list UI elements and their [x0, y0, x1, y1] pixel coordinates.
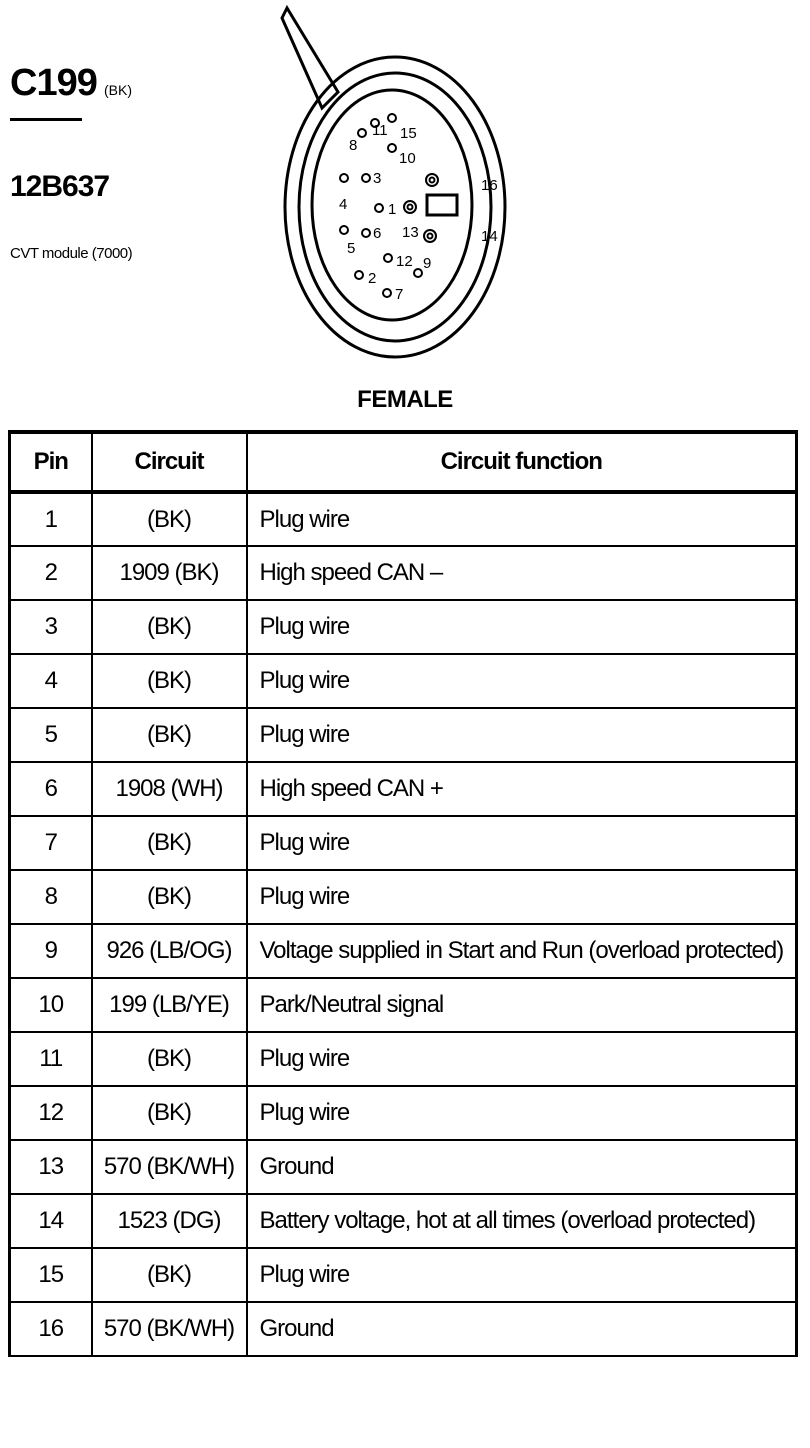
function-cell: Plug wire [247, 492, 797, 546]
circuit-cell: 1909 (BK) [92, 546, 247, 600]
pin-cavity-15 [388, 114, 396, 122]
circuit-cell: (BK) [92, 816, 247, 870]
pin-cell: 7 [10, 816, 92, 870]
table-row [10, 816, 797, 870]
pin-label-11: 11 [372, 122, 388, 139]
table-row [10, 978, 797, 1032]
circuit-cell: (BK) [92, 1032, 247, 1086]
pin-cavity-3 [362, 174, 370, 182]
table-row [10, 600, 797, 654]
pin-label-9: 9 [423, 255, 432, 272]
pin-cell: 13 [10, 1140, 92, 1194]
connector-face-diagram [270, 0, 510, 385]
pin-cavity-10 [388, 144, 396, 152]
pin-cell: 16 [10, 1302, 92, 1356]
circuit-cell: 199 (LB/YE) [92, 978, 247, 1032]
function-cell: Plug wire [247, 1248, 797, 1302]
pin-label-8: 8 [349, 137, 358, 154]
table-header-row [10, 432, 797, 492]
pin-label-3: 3 [373, 170, 382, 187]
pin-label-5: 5 [347, 240, 356, 257]
function-cell: Ground [247, 1140, 797, 1194]
circuit-cell: (BK) [92, 708, 247, 762]
table-row [10, 1140, 797, 1194]
table-row [10, 1032, 797, 1086]
connector-key [427, 195, 457, 215]
pin-cell: 3 [10, 600, 92, 654]
function-cell: Plug wire [247, 708, 797, 762]
pin-cavity-13 [404, 201, 416, 213]
function-cell: Plug wire [247, 816, 797, 870]
pin-label-15: 15 [400, 125, 417, 142]
locking-tab [282, 8, 338, 108]
circuit-cell: (BK) [92, 870, 247, 924]
pin-cell: 11 [10, 1032, 92, 1086]
pin-cell: 2 [10, 546, 92, 600]
pin-cell: 14 [10, 1194, 92, 1248]
function-cell: Plug wire [247, 1086, 797, 1140]
connector-color: (BK) [104, 82, 132, 98]
pin-cavity-12 [384, 254, 392, 262]
pin-label-4: 4 [339, 196, 348, 213]
table-row [10, 1302, 797, 1356]
function-cell: Plug wire [247, 600, 797, 654]
pin-cavity-16 [426, 174, 438, 186]
pin-cell: 1 [10, 492, 92, 546]
circuit-cell: 570 (BK/WH) [92, 1302, 247, 1356]
table-row [10, 492, 797, 546]
circuit-cell: 926 (LB/OG) [92, 924, 247, 978]
circuit-cell: 570 (BK/WH) [92, 1140, 247, 1194]
pin-cell: 15 [10, 1248, 92, 1302]
pin-cavity-5 [340, 226, 348, 234]
pin-cell: 9 [10, 924, 92, 978]
pin-cavity-2 [355, 271, 363, 279]
pin-cavity-6 [362, 229, 370, 237]
pin-cell: 6 [10, 762, 92, 816]
function-cell: Park/Neutral signal [247, 978, 797, 1032]
pin-cavity-9 [414, 269, 422, 277]
function-cell: Plug wire [247, 1032, 797, 1086]
header-pin: Pin [10, 432, 92, 492]
function-cell: Battery voltage, hot at all times (overload protected) [247, 1194, 797, 1248]
circuit-cell: 1523 (DG) [92, 1194, 247, 1248]
table-row [10, 546, 797, 600]
pin-cavity-8 [358, 129, 366, 137]
table-row [10, 1086, 797, 1140]
table-row [10, 924, 797, 978]
function-cell: Plug wire [247, 654, 797, 708]
table-row [10, 708, 797, 762]
circuit-cell: (BK) [92, 654, 247, 708]
pin-cell: 10 [10, 978, 92, 1032]
pin-cavity-14 [424, 230, 436, 242]
circuit-cell: 1908 (WH) [92, 762, 247, 816]
connector-id: C199 [10, 62, 97, 104]
table-row [10, 654, 797, 708]
function-cell: High speed CAN – [247, 546, 797, 600]
pin-label-10: 10 [399, 150, 416, 167]
table-row [10, 1194, 797, 1248]
pin-label-14: 14 [481, 228, 498, 245]
pin-label-6: 6 [373, 225, 382, 242]
table-row [10, 762, 797, 816]
pin-label-7: 7 [395, 286, 404, 303]
table-row [10, 870, 797, 924]
function-cell: Voltage supplied in Start and Run (overload protected) [247, 924, 797, 978]
pinout-table [8, 430, 798, 1357]
header-circuit: Circuit [92, 432, 247, 492]
pin-label-1: 1 [388, 201, 397, 218]
pin-label-12: 12 [396, 253, 413, 270]
circuit-cell: (BK) [92, 1086, 247, 1140]
pin-cavity-4 [340, 174, 348, 182]
pin-label-13: 13 [402, 224, 419, 241]
circuit-cell: (BK) [92, 1248, 247, 1302]
pin-cell: 12 [10, 1086, 92, 1140]
pin-cell: 5 [10, 708, 92, 762]
circuit-cell: (BK) [92, 600, 247, 654]
header-circuit-function: Circuit function [247, 432, 797, 492]
title-underline [10, 118, 82, 121]
function-cell: Plug wire [247, 870, 797, 924]
pin-cell: 4 [10, 654, 92, 708]
pin-label-16: 16 [481, 177, 498, 194]
pin-cell: 8 [10, 870, 92, 924]
pin-cavity-7 [383, 289, 391, 297]
table-row [10, 1248, 797, 1302]
circuit-cell: (BK) [92, 492, 247, 546]
part-number: 12B637 [10, 170, 110, 203]
connector-gender-label: FEMALE [357, 386, 453, 413]
function-cell: Ground [247, 1302, 797, 1356]
pin-cavity-1 [375, 204, 383, 212]
pin-label-2: 2 [368, 270, 377, 287]
module-name: CVT module (7000) [10, 245, 133, 262]
function-cell: High speed CAN + [247, 762, 797, 816]
